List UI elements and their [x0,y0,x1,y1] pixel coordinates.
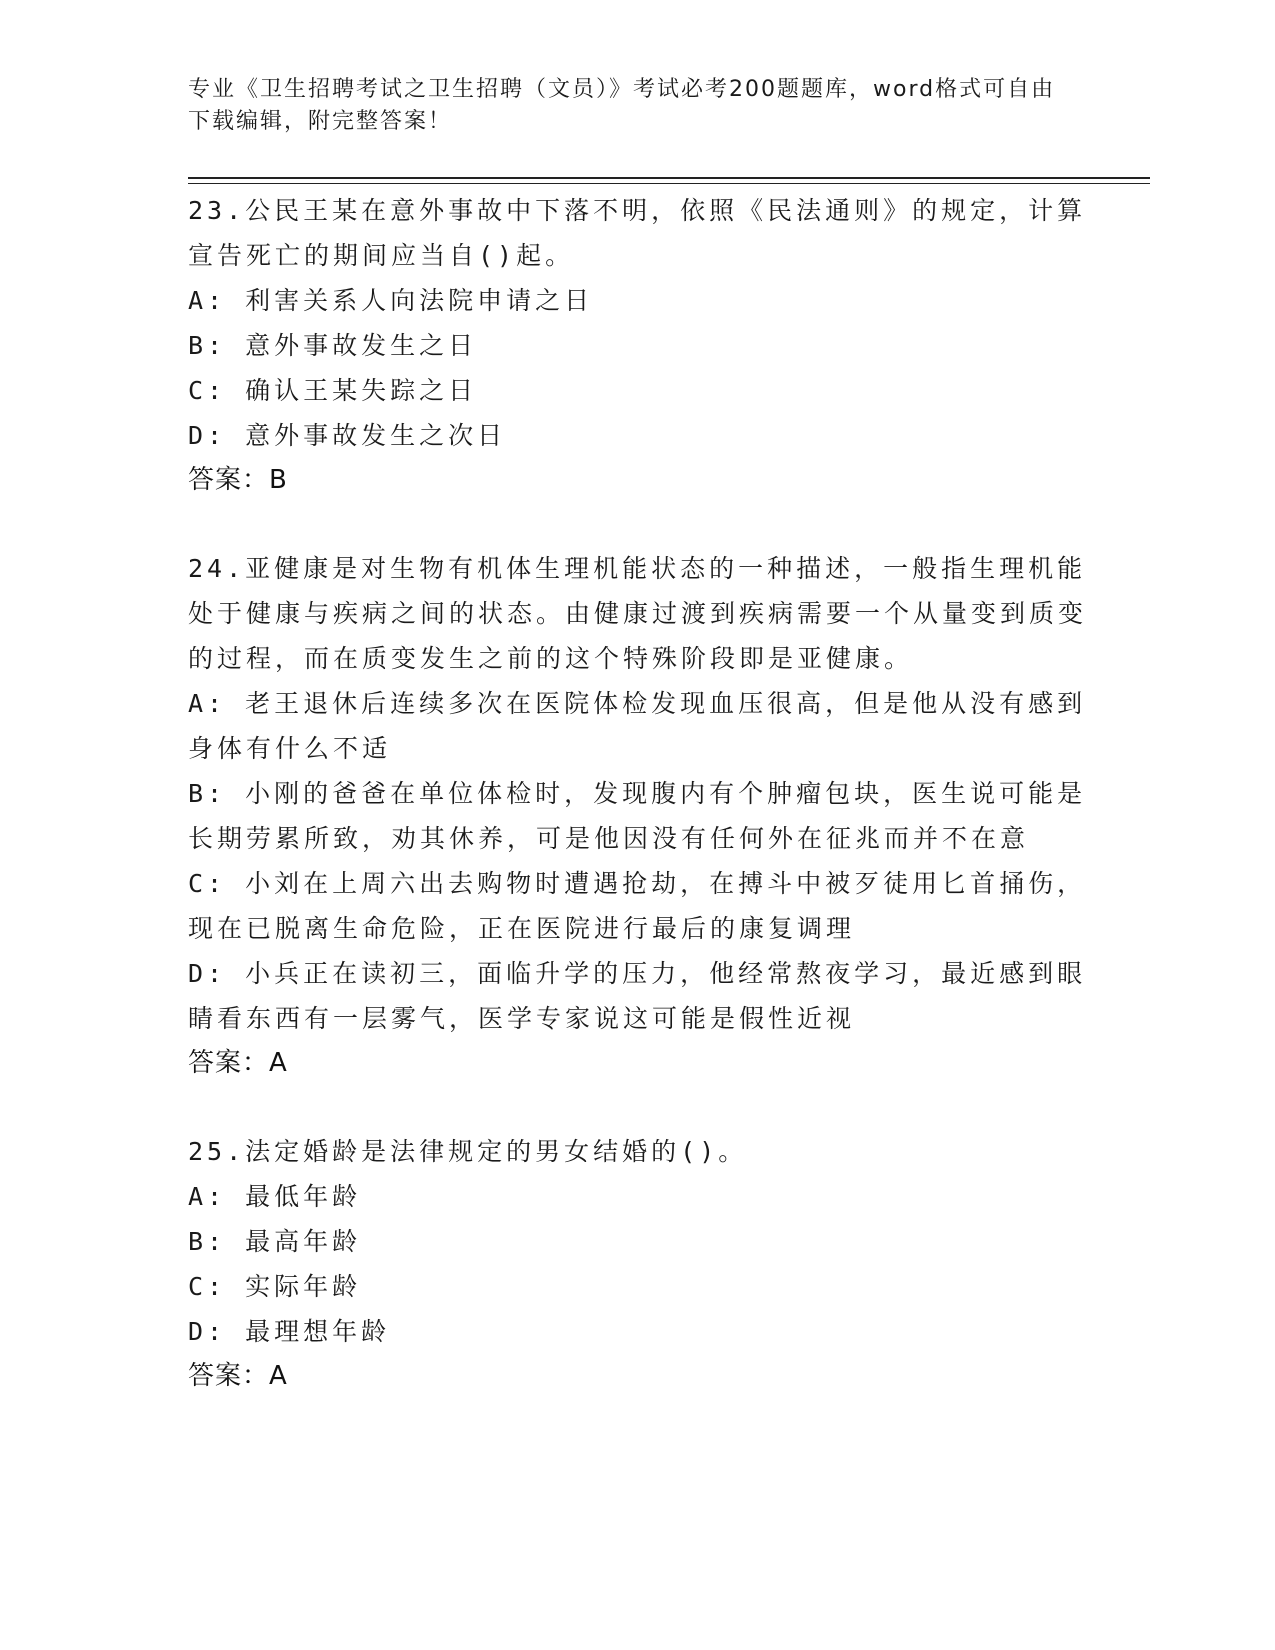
option-c: C: 实际年龄 [188,1272,362,1301]
question-stem: 25.法定婚龄是法律规定的男女结婚的()。 [188,1137,748,1166]
option-b: B: 意外事故发生之日 [188,331,478,360]
header-divider-thin [188,183,1150,184]
question-stem: 23.公民王某在意外事故中下落不明，依照《民法通则》的规定，计算宣告死亡的期间应当自()起。 [188,196,1087,270]
option-c: C: 小刘在上周六出去购物时遭遇抢劫，在搏斗中被歹徒用匕首捅伤，现在已脱离生命危险，正在医院进行最后的康复调理 [188,869,1087,943]
option-b: B: 最高年龄 [188,1227,362,1256]
question-stem: 24.亚健康是对生物有机体生理机能状态的一种描述，一般指生理机能处于健康与疾病之间的状态。由健康过渡到疾病需要一个从量变到质变的过程，而在质变发生之前的这个特殊阶段即是亚健康。 [188,554,1088,673]
question-24 [188,546,1088,1086]
option-a: A: 老王退休后连续多次在医院体检发现血压很高，但是他从没有感到身体有什么不适 [188,689,1087,763]
question-23 [188,188,1088,503]
option-d: D: 意外事故发生之次日 [188,421,507,450]
answer: 答案：B [188,465,288,495]
question-list [188,188,1088,1399]
answer: 答案：A [188,1361,288,1391]
option-d: D: 最理想年龄 [188,1317,391,1346]
option-d: D: 小兵正在读初三，面临升学的压力，他经常熬夜学习，最近感到眼睛看东西有一层雾气，医学专家说这可能是假性近视 [188,959,1087,1033]
answer: 答案：A [188,1048,288,1078]
header-divider-thick [188,177,1150,179]
option-b: B: 小刚的爸爸在单位体检时，发现腹内有个肿瘤包块，医生说可能是长期劳累所致，劝其休养，可是他因没有任何外在征兆而并不在意 [188,779,1087,853]
option-a: A: 利害关系人向法院申请之日 [188,286,594,315]
document-header: 专业《卫生招聘考试之卫生招聘（文员）》考试必考200题题库，word格式可自由下载编辑，附完整答案！ [188,77,1056,134]
option-a: A: 最低年龄 [188,1182,362,1211]
option-c: C: 确认王某失踪之日 [188,376,478,405]
question-25 [188,1129,1088,1399]
